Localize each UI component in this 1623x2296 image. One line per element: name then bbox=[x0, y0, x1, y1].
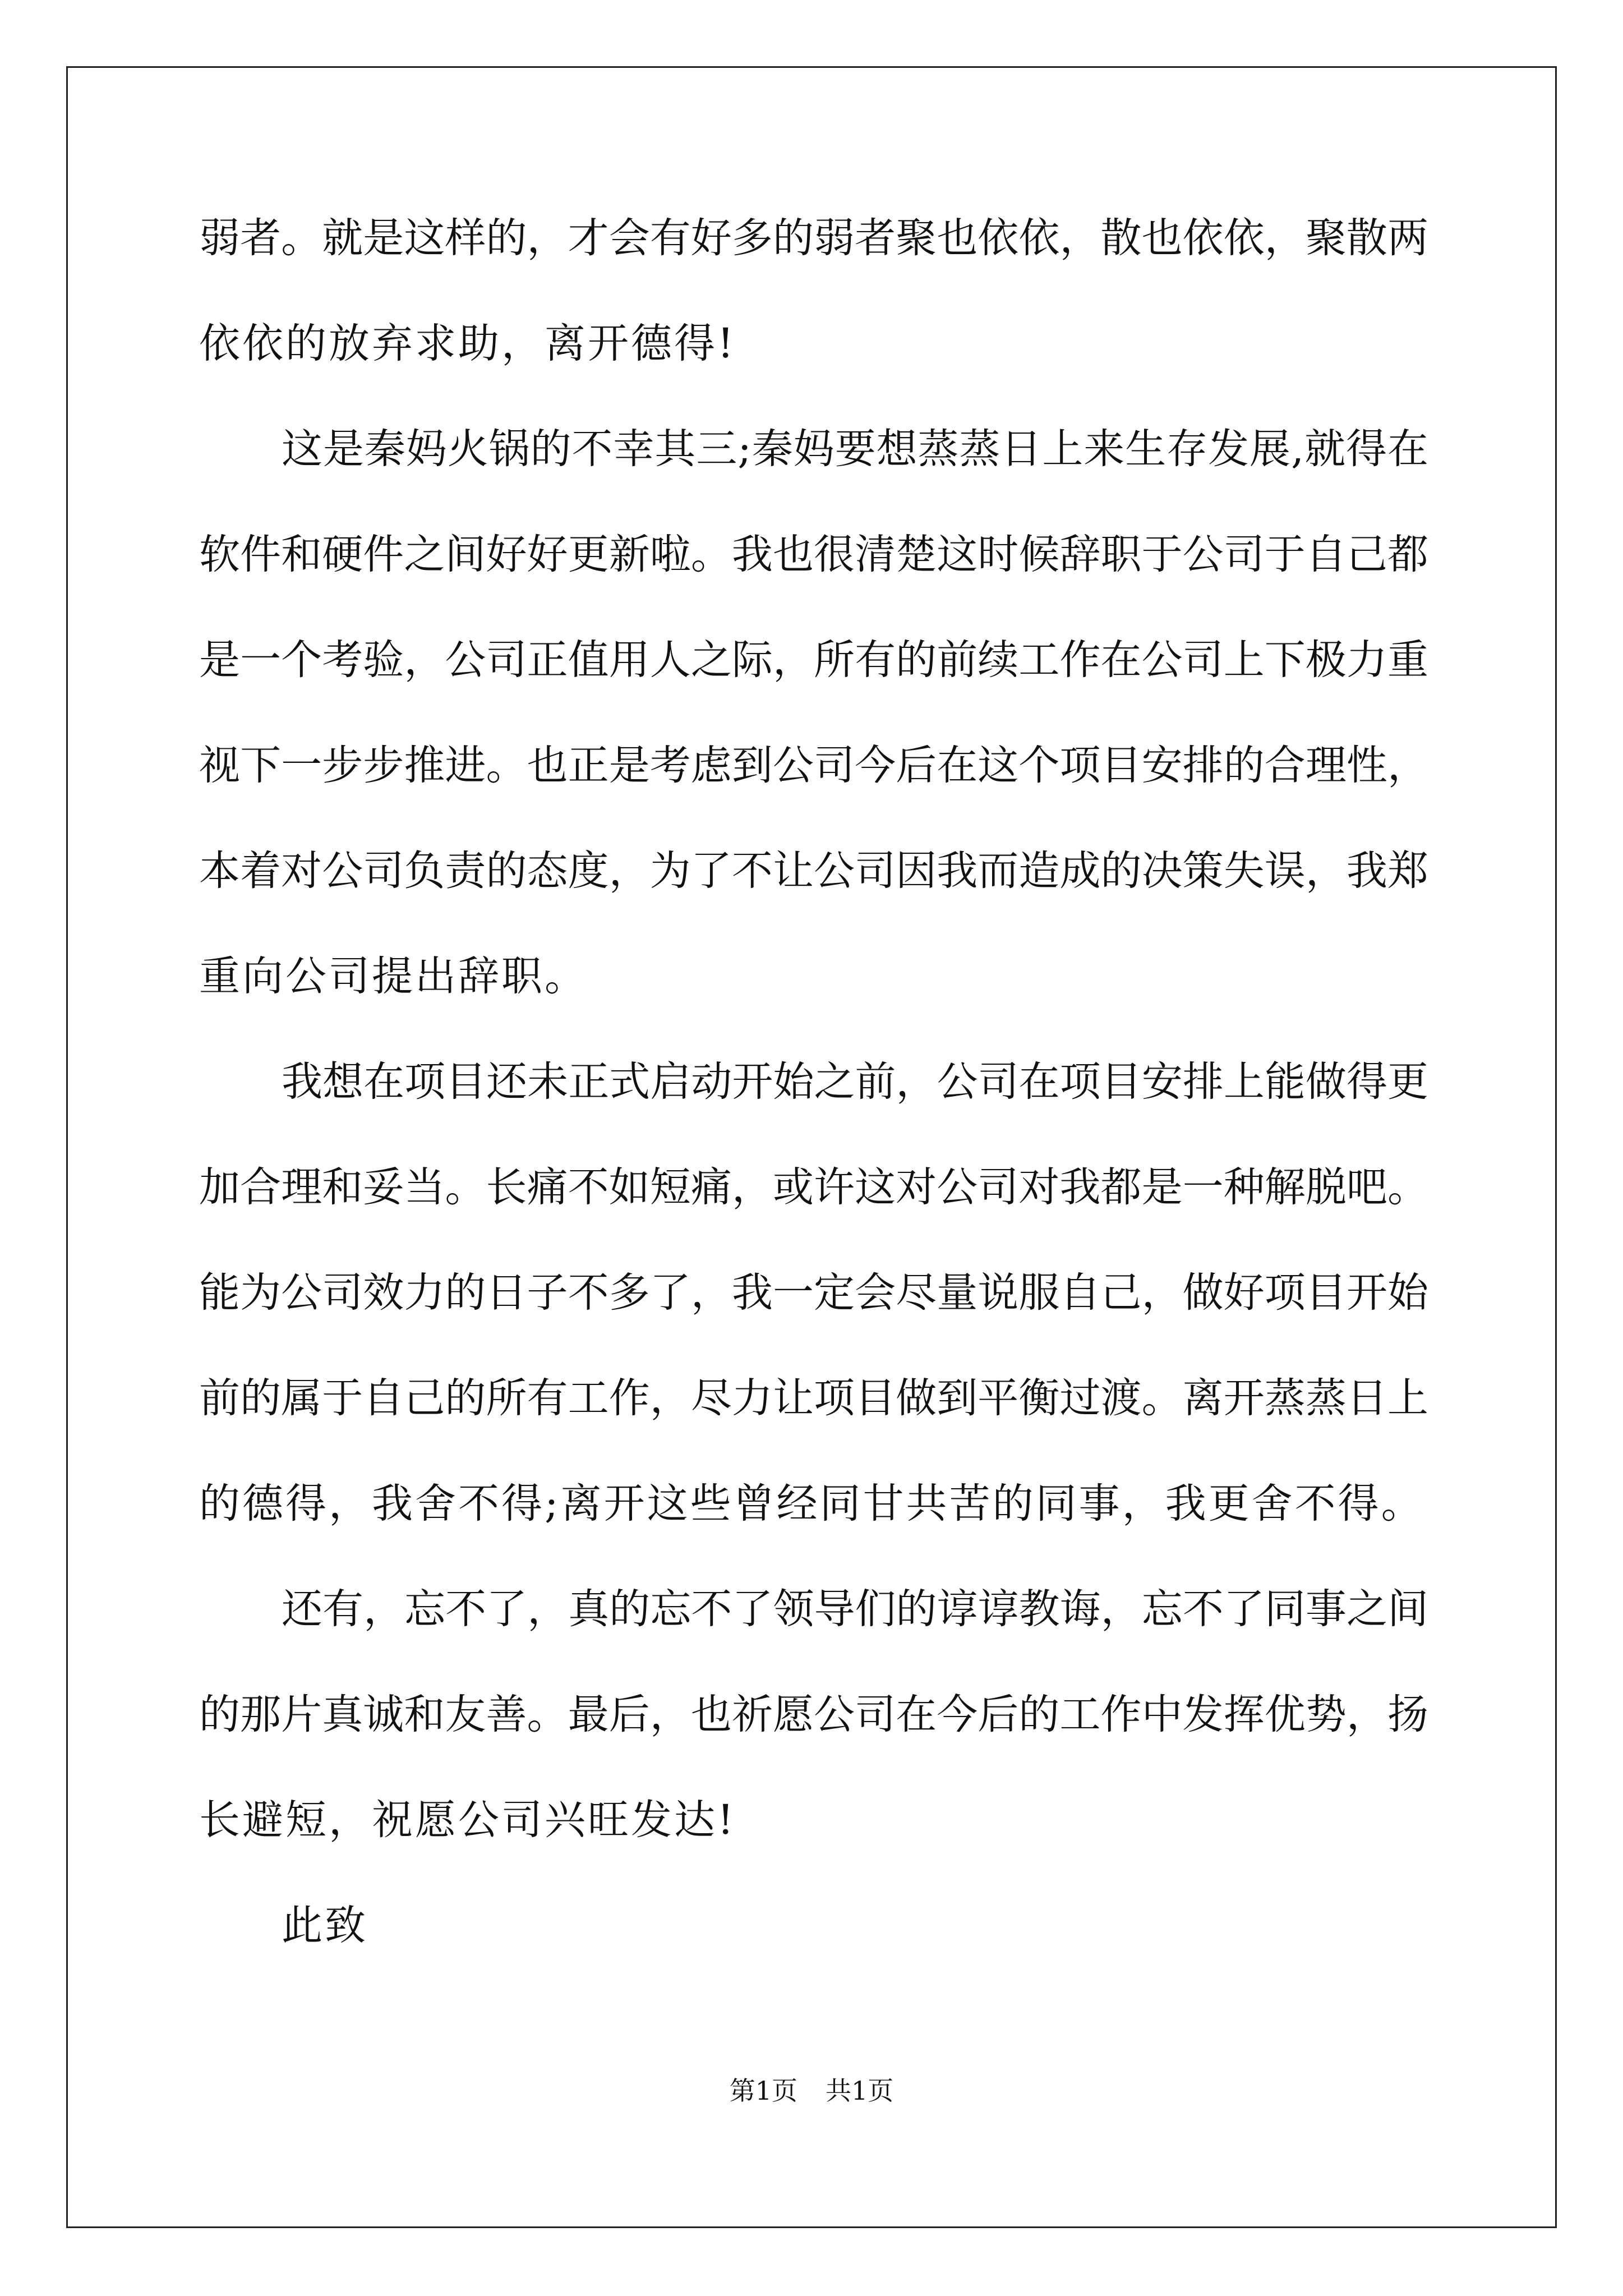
text-line: 还有，忘不了，真的忘不了领导们的谆谆教诲，忘不了同事之间 bbox=[282, 1585, 1428, 1633]
text-line: 前的属于自己的所有工作，尽力让项目做到平衡过渡。离开蒸蒸日上 bbox=[199, 1374, 1428, 1422]
text-line: 是一个考验，公司正值用人之际，所有的前续工作在公司上下极力重 bbox=[199, 636, 1428, 684]
text-line: 我想在项目还未正式启动开始之前，公司在项目安排上能做得更 bbox=[282, 1058, 1428, 1106]
text-line: 的德得，我舍不得;离开这些曾经同甘共苦的同事，我更舍不得。 bbox=[199, 1480, 1424, 1527]
text-line: 的那片真诚和友善。最后，也祈愿公司在今后的工作中发挥优势，扬 bbox=[199, 1691, 1428, 1738]
text-line: 依依的放弃求助，离开德得! bbox=[199, 320, 736, 367]
text-line: 软件和硬件之间好好更新啦。我也很清楚这时候辞职于公司于自己都 bbox=[199, 531, 1428, 578]
text-line: 本着对公司负责的态度，为了不让公司因我而造成的决策失误，我郑 bbox=[199, 847, 1428, 895]
closing-line: 此致 bbox=[282, 1902, 368, 1949]
text-line: 重向公司提出辞职。 bbox=[199, 953, 588, 1000]
text-line: 能为公司效力的日子不多了，我一定会尽量说服自己，做好项目开始 bbox=[199, 1269, 1428, 1317]
page-footer bbox=[0, 2074, 1623, 2108]
page-number-total: 共1页 bbox=[826, 2076, 894, 2106]
page-number-current: 第1页 bbox=[729, 2076, 797, 2106]
text-line: 视下一步步推进。也正是考虑到公司今后在这个项目安排的合理性， bbox=[199, 742, 1428, 789]
text-line: 长避短，祝愿公司兴旺发达! bbox=[199, 1796, 736, 1844]
text-line: 弱者。就是这样的，才会有好多的弱者聚也依依，散也依依，聚散两 bbox=[199, 214, 1428, 262]
text-line: 加合理和妥当。长痛不如短痛，或许这对公司对我都是一种解脱吧。 bbox=[199, 1163, 1428, 1211]
text-line: 这是秦妈火锅的不幸其三;秦妈要想蒸蒸日上来生存发展,就得在 bbox=[282, 425, 1428, 473]
